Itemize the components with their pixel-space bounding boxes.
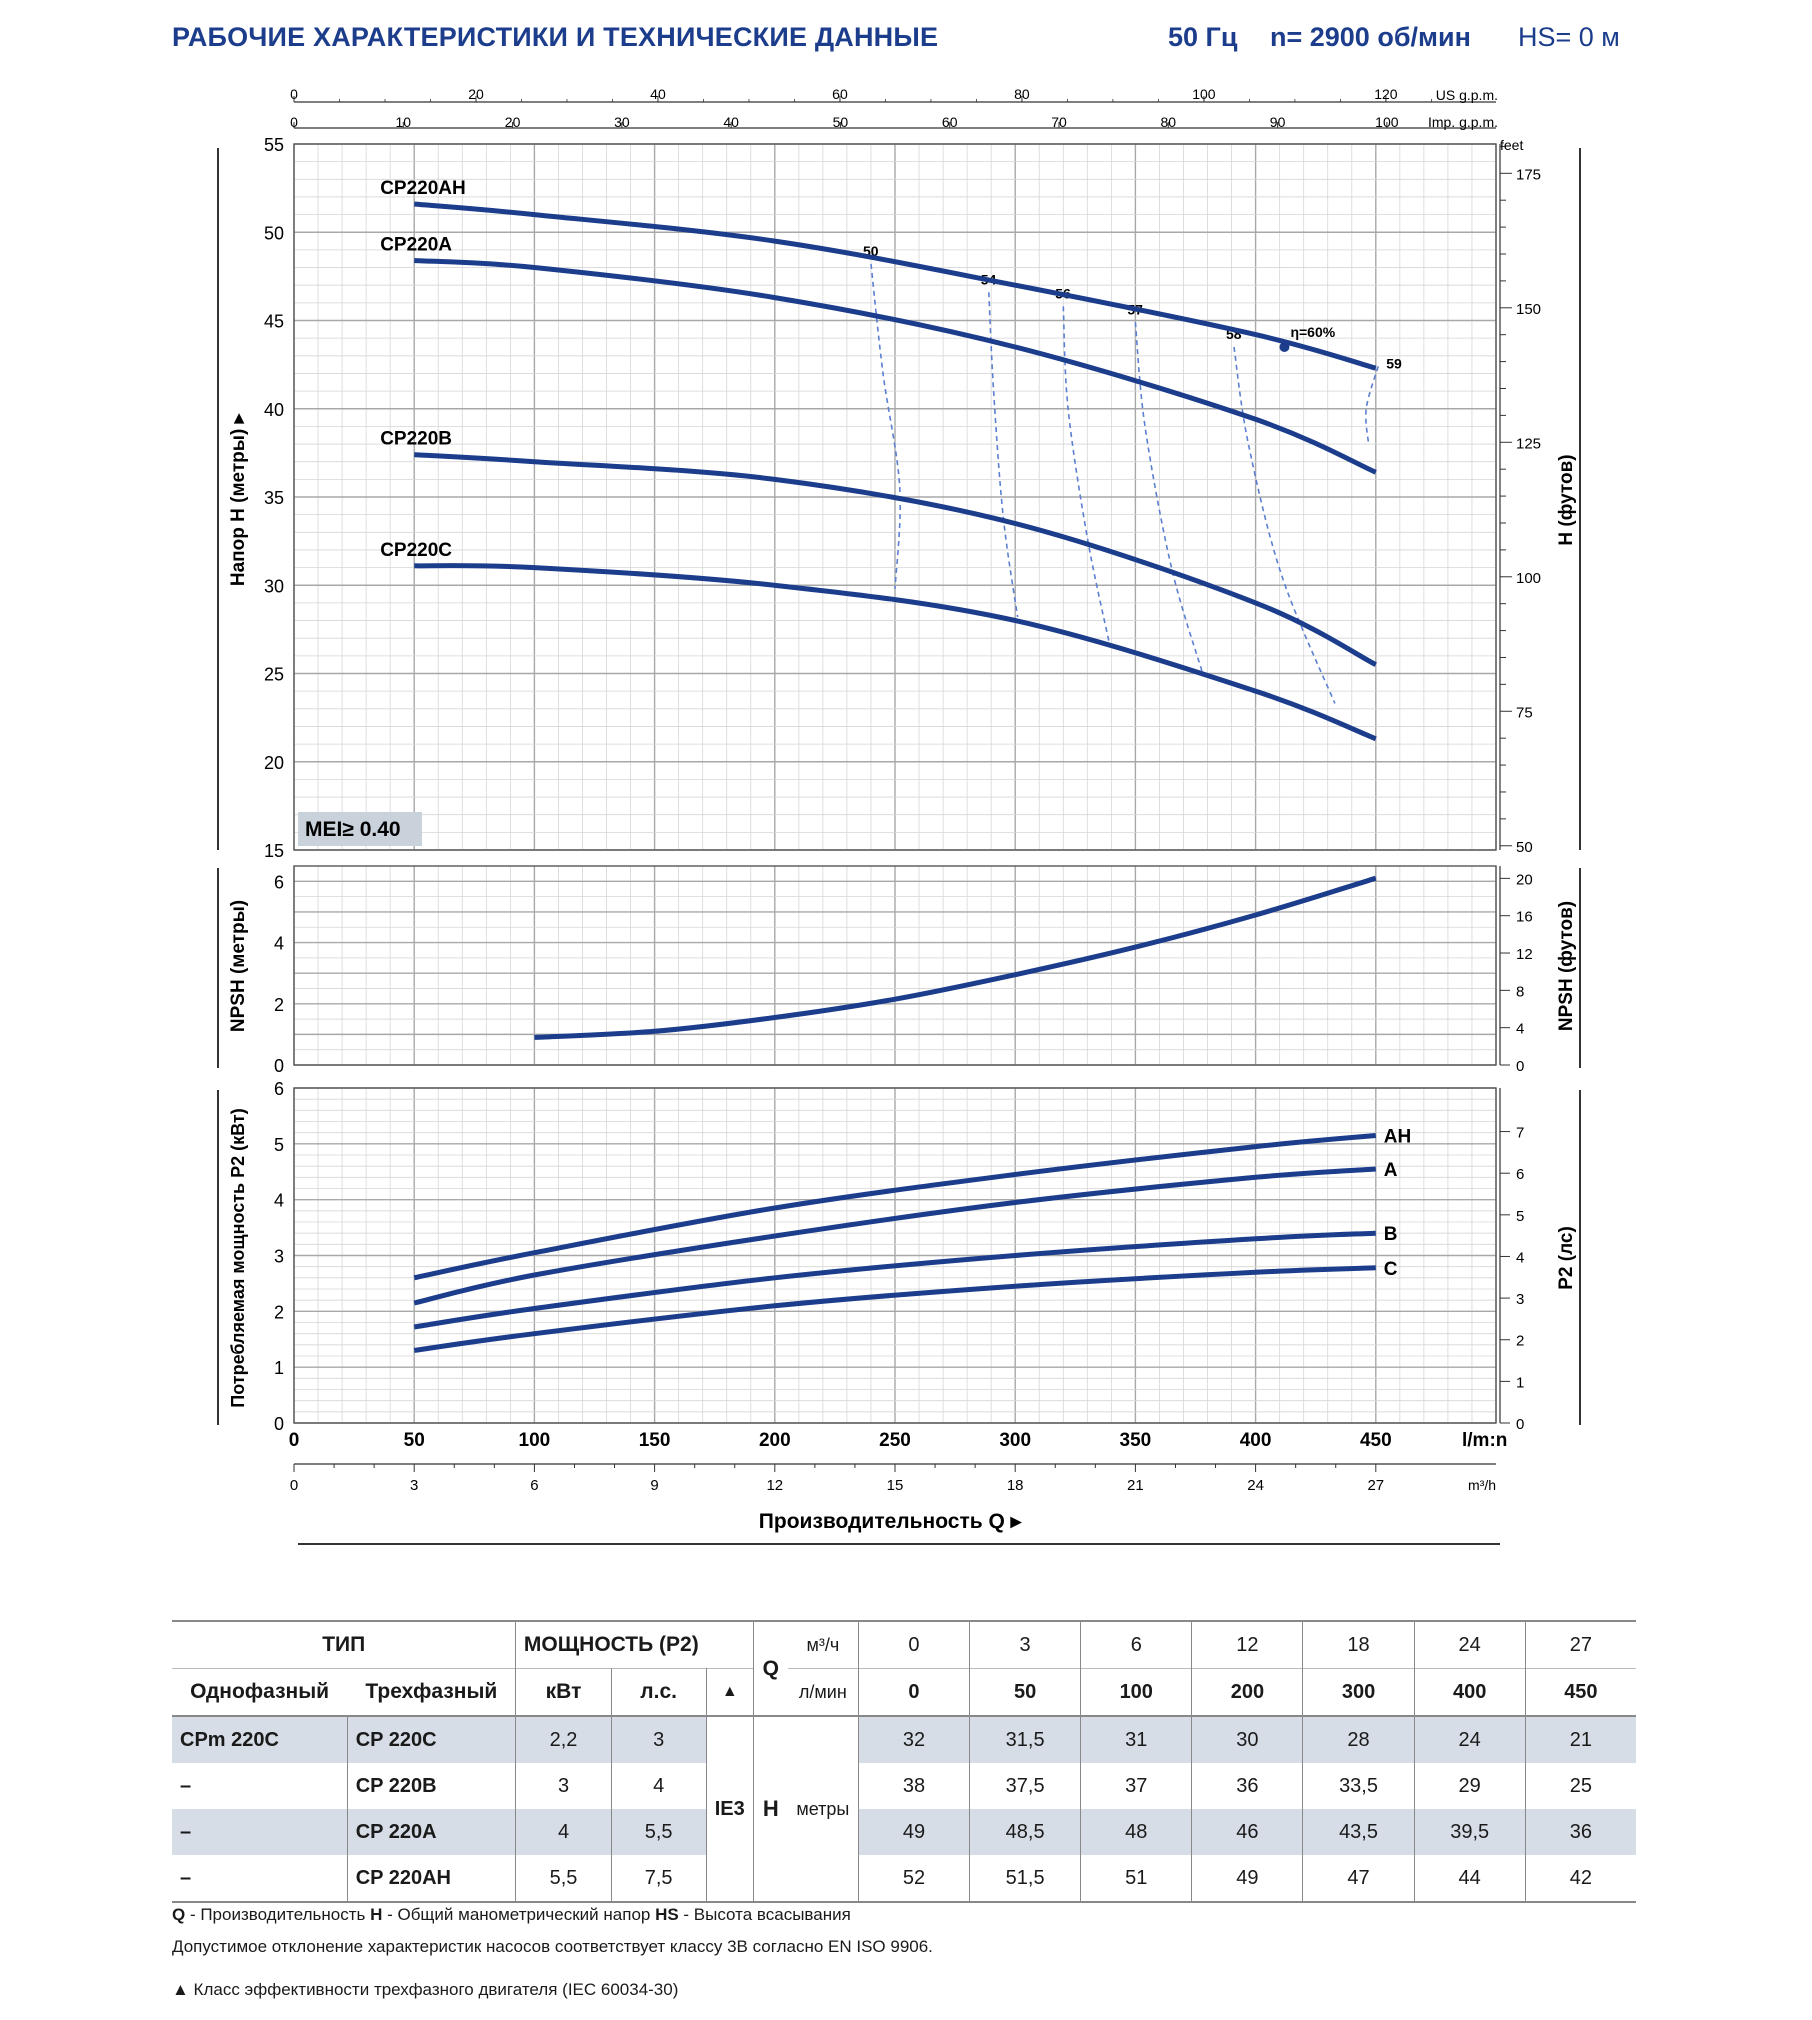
efficiency-label-50: 50 (862, 243, 879, 260)
npsh-right-tick-label: 16 (1516, 908, 1533, 926)
row3-kw: 5,5 (516, 1855, 611, 1902)
row1-h1: 37,5 (970, 1763, 1081, 1809)
row0-h3: 30 (1192, 1716, 1303, 1763)
x-tick-label: 50 (403, 1430, 425, 1451)
x2-tick-label: 18 (1006, 1477, 1024, 1494)
row3-three: CP 220AH (347, 1855, 516, 1902)
x-tick-label: 200 (758, 1430, 791, 1451)
frequency-label: 50 Гц (1168, 22, 1238, 52)
x-axis-title: Производительность Q ▸ (758, 1510, 1022, 1533)
legend-abbrev (172, 1905, 851, 1925)
x2-tick-label: 24 (1247, 1477, 1264, 1494)
row2-h5: 39,5 (1414, 1809, 1525, 1855)
row1-kw: 3 (516, 1763, 611, 1809)
row2-h1: 48,5 (970, 1809, 1081, 1855)
head-y-tick-label: 25 (263, 664, 284, 685)
eff-point-marker (1279, 342, 1289, 352)
q-m3-6: 27 (1525, 1621, 1636, 1669)
row3-h2: 51 (1081, 1855, 1192, 1902)
top-tick-label-us: 20 (468, 86, 484, 102)
power-right-tick-label: 1 (1516, 1374, 1525, 1392)
top-tick-label-imp: 20 (504, 114, 521, 130)
npsh-y-right-label: NPSH (футов) (1556, 900, 1577, 1032)
power-y-tick-label: 4 (273, 1190, 284, 1211)
head-right-tick-label: 75 (1516, 704, 1533, 722)
efficiency-label-54: 54 (980, 271, 997, 288)
row1-h3: 36 (1192, 1763, 1303, 1809)
row1-h4: 33,5 (1303, 1763, 1414, 1809)
power-right-tick-label: 7 (1516, 1124, 1525, 1142)
row2-h0: 49 (858, 1809, 969, 1855)
x-tick-label: 450 (1359, 1430, 1392, 1451)
x-tick-label: 350 (1119, 1430, 1152, 1451)
power-curve-label-b: B (1383, 1224, 1398, 1246)
npsh-right-tick-label: 0 (1516, 1058, 1525, 1075)
legend-hs-text: - Высота всасывания (678, 1905, 851, 1924)
q-lmin-4: 300 (1303, 1669, 1414, 1717)
row0-h1: 31,5 (970, 1716, 1081, 1763)
x-tick-label: 300 (999, 1430, 1032, 1451)
head-y-tick-label: 50 (263, 223, 284, 244)
legend-q-text: - Производительность (185, 1905, 371, 1924)
x2-tick-label: 9 (650, 1477, 659, 1494)
head-right-tick-label: 125 (1516, 435, 1542, 453)
legend-q-key: Q (172, 1905, 186, 1924)
npsh-right-tick-label: 20 (1516, 871, 1533, 889)
legend-h-text: - Общий манометрический напор (382, 1905, 656, 1924)
q-lmin-1: 50 (970, 1669, 1081, 1717)
top-tick-label-imp: 80 (1160, 114, 1177, 130)
legend-hs-key: HS (655, 1905, 679, 1924)
head-y-tick-label: 45 (263, 311, 284, 332)
q-lmin-0: 0 (858, 1669, 969, 1717)
legend-ie-note: ▲ Класс эффективности трехфазного двигателя (IEC 60034-30) (172, 1980, 679, 1999)
x-tick-label: 400 (1239, 1430, 1272, 1451)
power-right-tick-label: 4 (1516, 1249, 1525, 1267)
head-right-unit: feet (1500, 137, 1524, 153)
row1-h5: 29 (1414, 1763, 1525, 1809)
power-right-tick-label: 6 (1516, 1166, 1525, 1184)
row1-h2: 37 (1081, 1763, 1192, 1809)
head-curve-label-cp220ah: CP220AH (380, 178, 466, 200)
top-tick-label-us: 0 (290, 86, 298, 102)
row1-h0: 38 (858, 1763, 969, 1809)
page-title: РАБОЧИЕ ХАРАКТЕРИСТИКИ И ТЕХНИЧЕСКИЕ ДАННЫЕ (172, 22, 939, 52)
head-right-tick-label: 100 (1516, 569, 1542, 587)
power-curve-label-ah: AH (1383, 1126, 1412, 1148)
row0-hp: 3 (611, 1716, 706, 1763)
col-single-phase: Однофазный (190, 1680, 330, 1703)
row1-hp: 4 (611, 1763, 706, 1809)
x-tick-label: 250 (879, 1430, 911, 1451)
x-unit-label: l/m:n (1462, 1430, 1508, 1451)
top-tick-label-imp: 70 (1051, 114, 1067, 130)
row2-three: CP 220A (347, 1809, 516, 1855)
power-curve-label-c: C (1383, 1258, 1398, 1280)
row2-kw: 4 (516, 1809, 611, 1855)
head-curve-label-cp220a: CP220A (380, 234, 453, 256)
x2-unit-label: m³/h (1468, 1477, 1496, 1493)
row3-h5: 44 (1414, 1855, 1525, 1902)
row3-h6: 42 (1525, 1855, 1636, 1902)
q-m3-1: 3 (970, 1621, 1081, 1669)
head-right-tick-label: 175 (1516, 166, 1542, 184)
unit-m3h: м³/ч (806, 1634, 840, 1655)
top-axis-us-label: US g.p.m. (1435, 87, 1498, 103)
top-tick-label-imp: 40 (723, 114, 739, 130)
col-three-phase: Трехфазный (365, 1680, 498, 1703)
power-y-tick-label: 3 (273, 1246, 284, 1267)
row3-h4: 47 (1303, 1855, 1414, 1902)
row1-three: CP 220B (347, 1763, 516, 1809)
x-tick-label: 0 (288, 1430, 300, 1451)
q-m3-2: 6 (1081, 1621, 1192, 1669)
row2-h3: 46 (1192, 1809, 1303, 1855)
q-lmin-3: 200 (1192, 1669, 1303, 1717)
top-tick-label-imp: 90 (1269, 114, 1286, 130)
col-kw: кВт (516, 1669, 611, 1717)
head-curve-label-cp220b: CP220B (380, 428, 453, 450)
npsh-y-tick-label: 4 (273, 933, 284, 954)
row3-single: – (180, 1866, 192, 1889)
row2-h6: 36 (1525, 1809, 1636, 1855)
power-right-tick-label: 0 (1516, 1416, 1525, 1433)
top-tick-label-imp: 10 (395, 114, 412, 130)
col-ie-icon: ▲ (706, 1669, 753, 1717)
head-y-label: Напор H (метры) ▸ (228, 413, 249, 587)
row1-h6: 25 (1525, 1763, 1636, 1809)
power-curve-label-a: A (1383, 1159, 1398, 1181)
q-m3-0: 0 (858, 1621, 969, 1669)
ie-class: IE3 (706, 1716, 753, 1902)
top-axis-imp-label: Imp. g.p.m. (1427, 114, 1498, 130)
power-y-label: Потребляемая мощность P2 (кВт) (228, 1108, 248, 1408)
npsh-y-tick-label: 0 (273, 1056, 284, 1076)
top-tick-label-imp: 50 (832, 114, 849, 130)
row0-h4: 28 (1303, 1716, 1414, 1763)
head-y-tick-label: 30 (263, 576, 284, 597)
row0-three: CP 220C (347, 1716, 516, 1763)
row0-h6: 21 (1525, 1716, 1636, 1763)
head-right-tick-label: 150 (1516, 300, 1542, 318)
top-tick-label-us: 100 (1192, 86, 1216, 102)
q-m3-4: 18 (1303, 1621, 1414, 1669)
suction-height-label: HS= 0 м (1518, 22, 1620, 52)
q-m3-3: 12 (1192, 1621, 1303, 1669)
x2-tick-label: 21 (1127, 1477, 1144, 1494)
row1-single: – (180, 1774, 192, 1797)
x-tick-label: 150 (638, 1430, 671, 1451)
row0-h0: 32 (858, 1716, 969, 1763)
row3-hp: 7,5 (611, 1855, 706, 1902)
row3-h1: 51,5 (970, 1855, 1081, 1902)
head-y-tick-label: 15 (263, 841, 284, 861)
row0-single: CPm 220C (172, 1716, 347, 1763)
npsh-y-tick-label: 6 (273, 872, 284, 893)
speed-label: n= 2900 об/мин (1270, 22, 1471, 52)
q-lmin-2: 100 (1081, 1669, 1192, 1717)
eff-point-label: η=60% (1290, 323, 1336, 340)
x-tick-label: 100 (518, 1430, 551, 1451)
head-y-tick-label: 20 (263, 752, 284, 773)
head-right-tick-label: 50 (1516, 838, 1533, 856)
col-type-header: ТИП (322, 1633, 366, 1656)
npsh-y-label: NPSH (метры) (228, 899, 249, 1033)
row2-single: – (172, 1809, 347, 1855)
x2-tick-label: 27 (1367, 1477, 1385, 1494)
efficiency-label-59: 59 (1386, 355, 1402, 372)
npsh-right-tick-label: 4 (1516, 1020, 1525, 1038)
row2-h4: 43,5 (1303, 1809, 1414, 1855)
row0-h2: 31 (1081, 1716, 1192, 1763)
power-y-tick-label: 0 (273, 1414, 284, 1434)
efficiency-label-58: 58 (1225, 325, 1242, 342)
top-tick-label-us: 40 (650, 86, 666, 102)
npsh-right-tick-label: 8 (1516, 983, 1525, 1001)
x2-tick-label: 0 (289, 1477, 299, 1494)
mei-badge: MEI≥ 0.40 (305, 818, 401, 841)
x2-tick-label: 12 (766, 1477, 784, 1494)
npsh-right-tick-label: 12 (1516, 946, 1533, 964)
efficiency-label-57: 57 (1127, 301, 1143, 318)
row0-kw: 2,2 (516, 1716, 611, 1763)
q-lmin-5: 400 (1414, 1669, 1525, 1717)
x2-tick-label: 3 (410, 1477, 419, 1494)
top-tick-label-imp: 100 (1375, 114, 1399, 130)
top-tick-label-us: 120 (1374, 86, 1398, 102)
npsh-y-tick-label: 2 (273, 994, 284, 1015)
efficiency-line-56 (1063, 306, 1109, 641)
x2-tick-label: 15 (886, 1477, 904, 1494)
col-hp: л.с. (611, 1669, 706, 1717)
row3-h0: 52 (858, 1855, 969, 1902)
h-unit: метры (796, 1798, 850, 1819)
top-tick-label-us: 60 (832, 86, 848, 102)
unit-lmin: л/мин (798, 1681, 847, 1702)
h-label: H (762, 1796, 779, 1821)
efficiency-line-58 (1234, 347, 1335, 704)
power-right-tick-label: 3 (1516, 1291, 1525, 1309)
power-y-tick-label: 6 (273, 1079, 284, 1099)
q-m3-5: 24 (1414, 1621, 1525, 1669)
q-lmin-6: 450 (1525, 1669, 1636, 1717)
power-y-tick-label: 5 (273, 1134, 284, 1155)
top-tick-label-us: 80 (1014, 86, 1030, 102)
head-y-tick-label: 55 (263, 135, 284, 155)
row0-h5: 24 (1414, 1716, 1525, 1763)
efficiency-label-56: 56 (1055, 285, 1071, 302)
head-y-tick-label: 35 (263, 488, 284, 508)
top-tick-label-imp: 60 (941, 114, 958, 130)
legend-h-key: H (370, 1905, 383, 1924)
col-power-header: МОЩНОСТЬ (P2) (516, 1621, 706, 1669)
performance-table (172, 1620, 1636, 1903)
power-y-right-label: P2 (лс) (1556, 1226, 1577, 1290)
row2-h2: 48 (1081, 1809, 1192, 1855)
head-curve-label-cp220c: CP220C (380, 539, 453, 561)
row2-hp: 5,5 (611, 1809, 706, 1855)
top-tick-label-imp: 30 (614, 114, 630, 130)
legend-tolerance: Допустимое отклонение характеристик насосов соответствует классу 3B согласно EN ISO 9906. (172, 1937, 933, 1956)
row3-h3: 49 (1192, 1855, 1303, 1902)
head-y-tick-label: 40 (263, 399, 284, 420)
x2-tick-label: 6 (530, 1477, 539, 1494)
power-y-tick-label: 1 (273, 1358, 284, 1379)
power-y-tick-label: 2 (273, 1302, 284, 1323)
top-tick-label-imp: 0 (290, 114, 298, 130)
head-y-right-label: H (футов) (1556, 454, 1577, 546)
power-right-tick-label: 5 (1516, 1207, 1525, 1225)
col-q-header: Q (762, 1656, 779, 1680)
power-right-tick-label: 2 (1516, 1332, 1525, 1350)
